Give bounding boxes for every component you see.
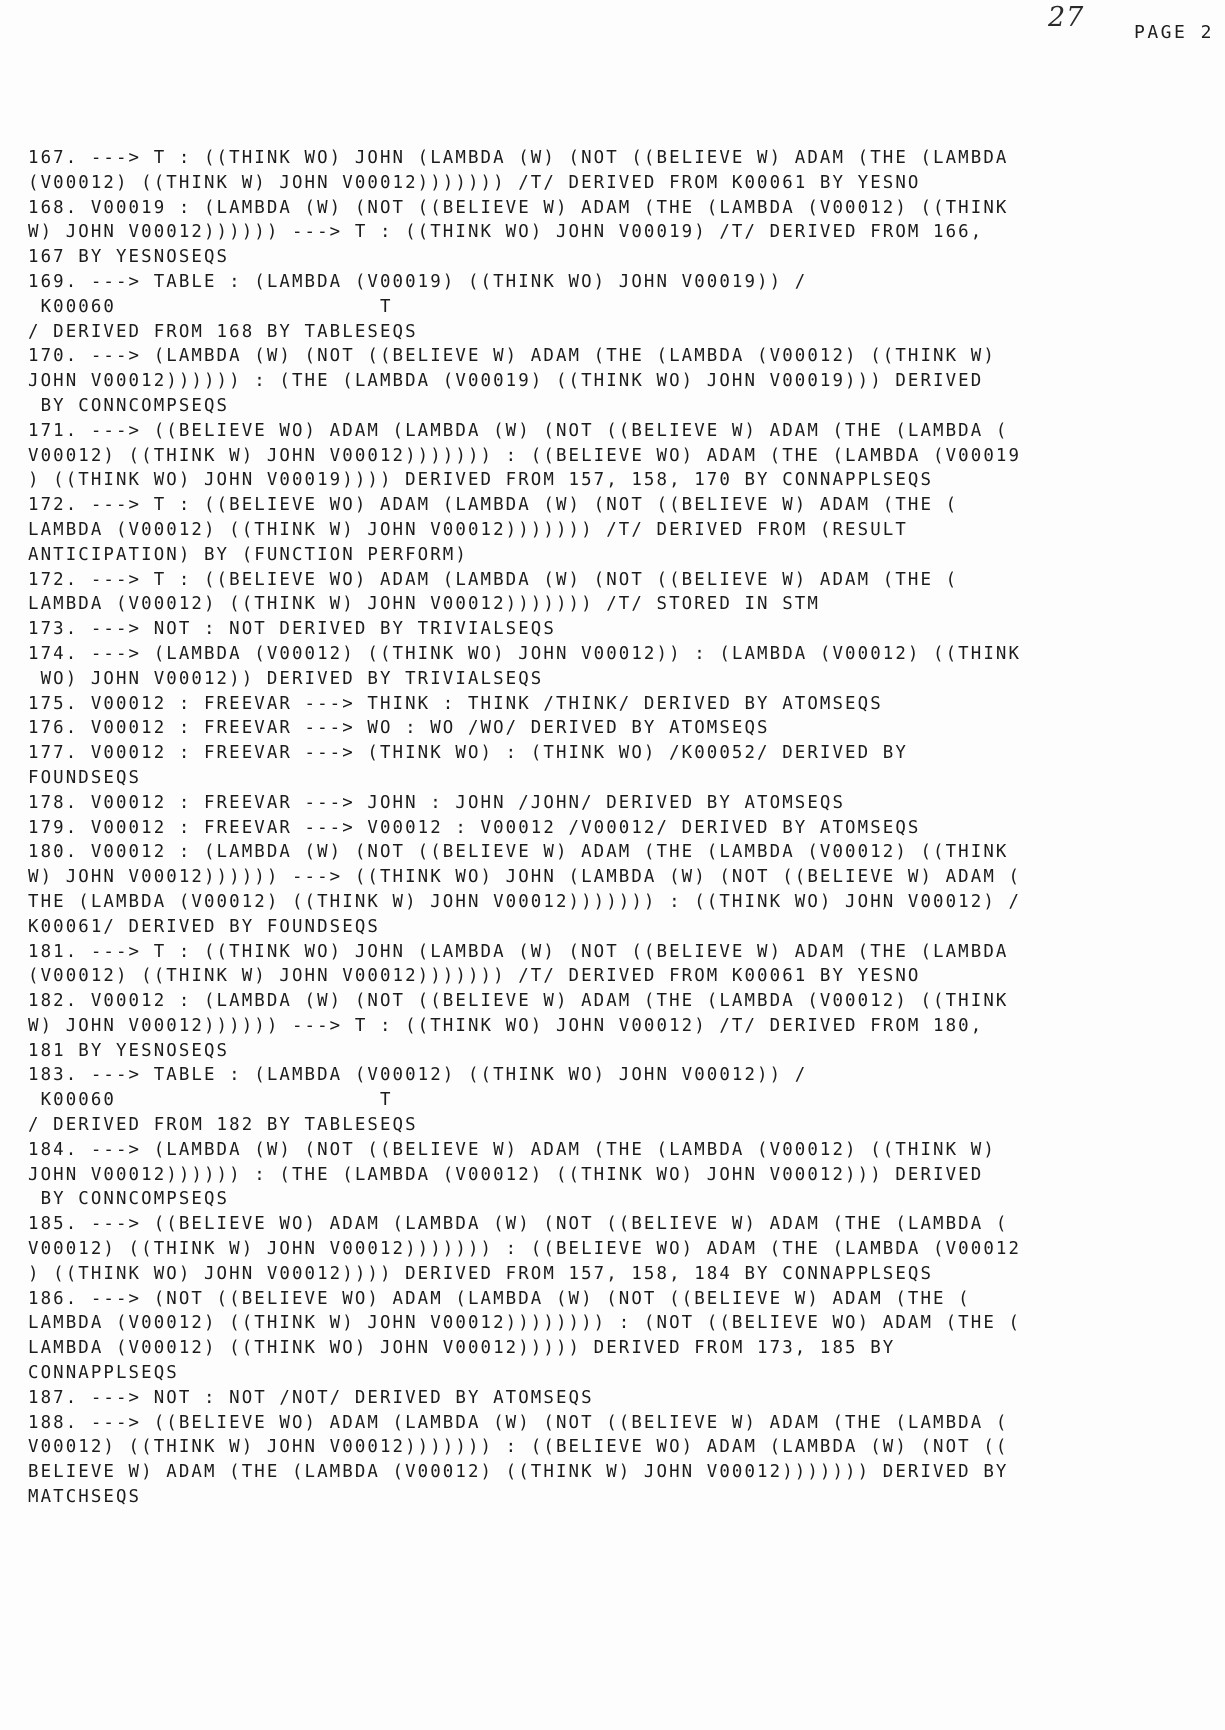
listing-line: 180. V00012 : (LAMBDA (W) (NOT ((BELIEVE W) ADAM (THE (LAMBDA (V00012) ((THINK [28,842,1009,863]
listing-line: 170. ---> (LAMBDA (W) (NOT ((BELIEVE W) ADAM (THE (LAMBDA (V00012) ((THINK W) [28,346,996,367]
listing-line: BELIEVE W) ADAM (THE (LAMBDA (V00012) ((THINK W) JOHN V00012))))))) DERIVED BY [28,1462,1009,1483]
listing-line: BY CONNCOMPSEQS [28,1189,230,1210]
listing-line: 187. ---> NOT : NOT /NOT/ DERIVED BY ATOMSEQS [28,1387,594,1408]
listing-line: W) JOHN V00012)))))) ---> T : ((THINK WO) JOHN V00019) /T/ DERIVED FROM 166, [28,222,984,243]
listing-line: LAMBDA (V00012) ((THINK W) JOHN V00012))))))) /T/ STORED IN STM [28,594,820,615]
listing-line: 171. ---> ((BELIEVE WO) ADAM (LAMBDA (W) (NOT ((BELIEVE W) ADAM (THE (LAMBDA ( [28,420,1009,441]
listing-line: / DERIVED FROM 168 BY TABLESEQS [28,321,418,342]
listing-line: 167 BY YESNOSEQS [28,247,230,268]
listing-line: K00060 T [28,296,393,317]
listing-line: BY CONNCOMPSEQS [28,395,230,416]
listing-line: W) JOHN V00012)))))) ---> T : ((THINK WO) JOHN V00012) /T/ DERIVED FROM 180, [28,1015,984,1036]
listing-line: FOUNDSEQS [28,767,142,788]
listing-line: MATCHSEQS [28,1487,142,1508]
listing-line: 173. ---> NOT : NOT DERIVED BY TRIVIALSEQS [28,619,556,640]
derivation-listing [28,146,1218,1510]
listing-line: JOHN V00012)))))) : (THE (LAMBDA (V00012) ((THINK WO) JOHN V00012))) DERIVED [28,1164,984,1185]
listing-line: 167. ---> T : ((THINK WO) JOHN (LAMBDA (W) (NOT ((BELIEVE W) ADAM (THE (LAMBDA [28,148,1009,168]
listing-line: LAMBDA (V00012) ((THINK W) JOHN V00012)))))))) : (NOT ((BELIEVE WO) ADAM (THE ( [28,1313,1022,1334]
listing-line: 186. ---> (NOT ((BELIEVE WO) ADAM (LAMBDA (W) (NOT ((BELIEVE W) ADAM (THE ( [28,1288,971,1309]
listing-line: ANTICIPATION) BY (FUNCTION PERFORM) [28,544,468,565]
listing-line: K00060 T [28,1090,393,1111]
listing-line: K00061/ DERIVED BY FOUNDSEQS [28,916,380,937]
listing-line: V00012) ((THINK W) JOHN V00012))))))) : ((BELIEVE WO) ADAM (THE (LAMBDA (V00019 [28,445,1022,466]
listing-line: 179. V00012 : FREEVAR ---> V00012 : V00012 /V00012/ DERIVED BY ATOMSEQS [28,817,921,838]
listing-line: 174. ---> (LAMBDA (V00012) ((THINK WO) JOHN V00012)) : (LAMBDA (V00012) ((THINK [28,643,1022,664]
listing-line: W) JOHN V00012)))))) ---> ((THINK WO) JOHN (LAMBDA (W) (NOT ((BELIEVE W) ADAM ( [28,867,1022,888]
listing-line: ) ((THINK WO) JOHN V00012)))) DERIVED FROM 157, 158, 184 BY CONNAPPLSEQS [28,1263,934,1284]
listing-line: 172. ---> T : ((BELIEVE WO) ADAM (LAMBDA (W) (NOT ((BELIEVE W) ADAM (THE ( [28,495,959,516]
listing-line: 169. ---> TABLE : (LAMBDA (V00019) ((THINK WO) JOHN V00019)) / [28,271,808,292]
listing-line: CONNAPPLSEQS [28,1363,179,1384]
listing-line: 182. V00012 : (LAMBDA (W) (NOT ((BELIEVE W) ADAM (THE (LAMBDA (V00012) ((THINK [28,991,1009,1012]
listing-line: 177. V00012 : FREEVAR ---> (THINK WO) : (THINK WO) /K00052/ DERIVED BY [28,743,908,764]
listing-line: JOHN V00012)))))) : (THE (LAMBDA (V00019) ((THINK WO) JOHN V00019))) DERIVED [28,371,984,392]
listing-line: V00012) ((THINK W) JOHN V00012))))))) : ((BELIEVE WO) ADAM (THE (LAMBDA (V00012 [28,1239,1022,1260]
listing-line: (V00012) ((THINK W) JOHN V00012))))))) /T/ DERIVED FROM K00061 BY YESNO [28,966,921,987]
listing-line: 183. ---> TABLE : (LAMBDA (V00012) ((THINK WO) JOHN V00012)) / [28,1065,808,1086]
listing-line: (V00012) ((THINK W) JOHN V00012))))))) /T/ DERIVED FROM K00061 BY YESNO [28,172,921,193]
listing-line: 168. V00019 : (LAMBDA (W) (NOT ((BELIEVE W) ADAM (THE (LAMBDA (V00012) ((THINK [28,197,1009,218]
listing-line: 184. ---> (LAMBDA (W) (NOT ((BELIEVE W) ADAM (THE (LAMBDA (V00012) ((THINK W) [28,1139,996,1160]
listing-line: 188. ---> ((BELIEVE WO) ADAM (LAMBDA (W) (NOT ((BELIEVE W) ADAM (THE (LAMBDA ( [28,1412,1009,1433]
listing-line: V00012) ((THINK W) JOHN V00012))))))) : ((BELIEVE WO) ADAM (LAMBDA (W) (NOT (( [28,1437,1009,1458]
listing-line: LAMBDA (V00012) ((THINK W) JOHN V00012))))))) /T/ DERIVED FROM (RESULT [28,519,908,540]
listing-line: 181. ---> T : ((THINK WO) JOHN (LAMBDA (W) (NOT ((BELIEVE W) ADAM (THE (LAMBDA [28,941,1009,962]
listing-line: 172. ---> T : ((BELIEVE WO) ADAM (LAMBDA (W) (NOT ((BELIEVE W) ADAM (THE ( [28,569,959,590]
handwritten-page-number: 27 [1048,2,1085,33]
listing-line: 176. V00012 : FREEVAR ---> WO : WO /WO/ DERIVED BY ATOMSEQS [28,718,770,739]
page-label: PAGE 2 [1134,22,1215,43]
listing-line: 181 BY YESNOSEQS [28,1040,230,1061]
listing-line: LAMBDA (V00012) ((THINK WO) JOHN V00012))))) DERIVED FROM 173, 185 BY [28,1338,896,1359]
listing-line: 185. ---> ((BELIEVE WO) ADAM (LAMBDA (W) (NOT ((BELIEVE W) ADAM (THE (LAMBDA ( [28,1214,1009,1235]
listing-line: 175. V00012 : FREEVAR ---> THINK : THINK /THINK/ DERIVED BY ATOMSEQS [28,693,883,714]
listing-line: / DERIVED FROM 182 BY TABLESEQS [28,1115,418,1136]
listing-line: WO) JOHN V00012)) DERIVED BY TRIVIALSEQS [28,668,544,689]
listing-line: 178. V00012 : FREEVAR ---> JOHN : JOHN /JOHN/ DERIVED BY ATOMSEQS [28,792,846,813]
listing-line: THE (LAMBDA (V00012) ((THINK W) JOHN V00012))))))) : ((THINK WO) JOHN V00012) / [28,891,1022,912]
listing-line: ) ((THINK WO) JOHN V00019)))) DERIVED FROM 157, 158, 170 BY CONNAPPLSEQS [28,470,934,491]
